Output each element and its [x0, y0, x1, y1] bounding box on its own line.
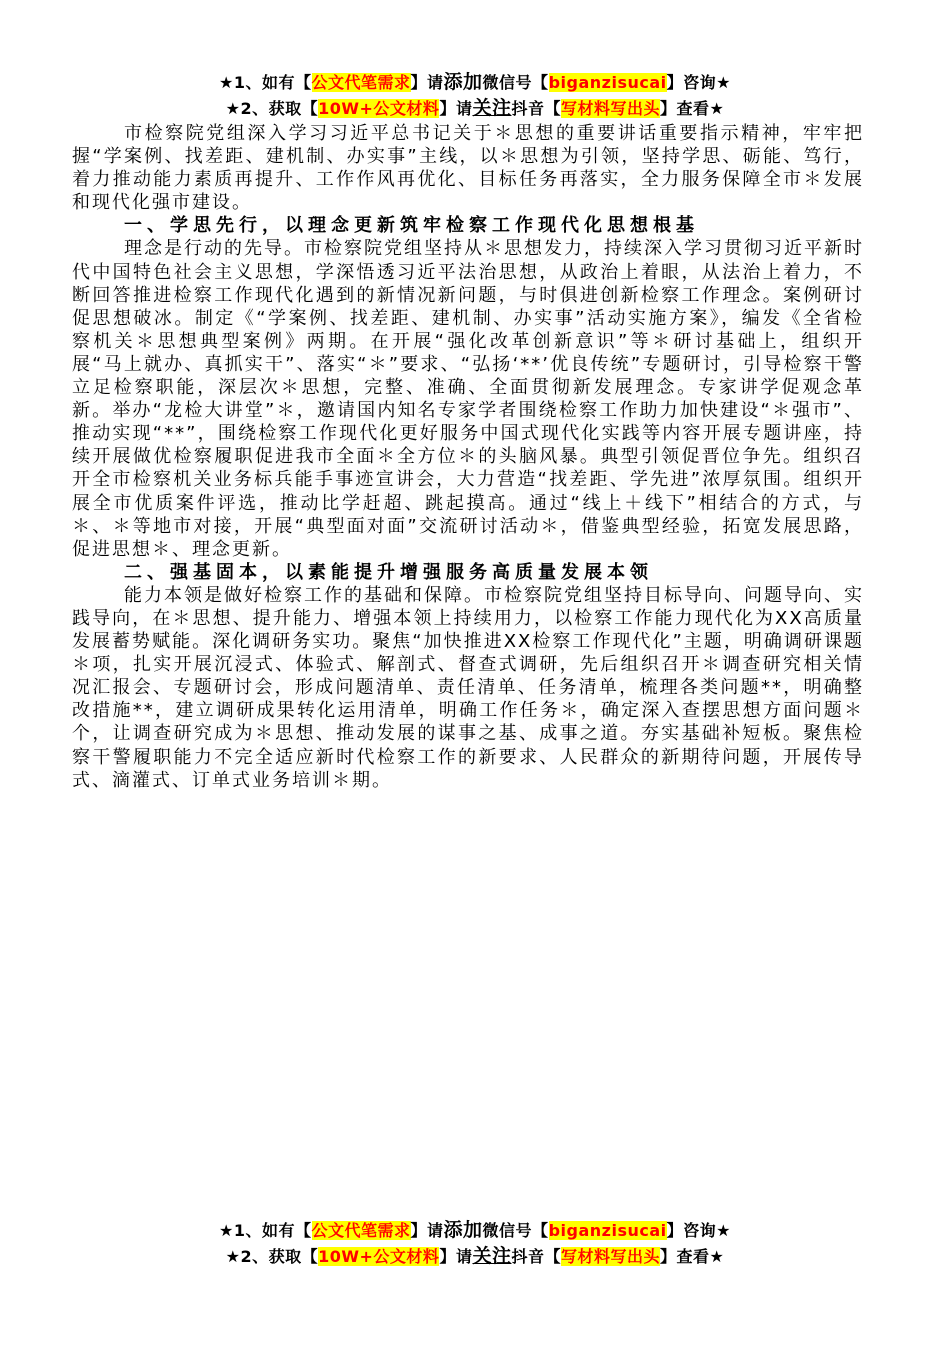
banner-text: 】请 [439, 99, 473, 118]
banner-emphasis: 关注 [472, 1245, 512, 1267]
banner-text: 微信号【 [482, 1221, 549, 1240]
banner-highlight: 10W+公文材料 [318, 1247, 440, 1266]
banner-highlight: 10W+公文材料 [318, 99, 440, 118]
section-paragraph-1: 理念是行动的先导。市检察院党组坚持从＊思想发力，持续深入学习贯彻习近平新时代中国特色社会主义思想，学深悟透习近平法治思想，从政治上着眼，从法治上着力，不断回答推进检察工作现代化遇到的新情况新问题，与时俱进创新检察工作理念。案例研讨促思想破冰。制定《“学案例、找差距、建机制、办实事”活动实施方案》，编发《全省检察机关＊思想典型案例》两期。在开展“强化改革创新意识”等＊研讨基础上，组织开展“马上就办、真抓实干”、落实“＊”要求、“弘扬‘**’优良传统”专题研讨，引导检察干警立足检察职能，深层次＊思想，完整、准确、全面贯彻新发展理念。专家讲学促观念革新。举办“龙检大讲堂”＊，邀请国内知名专家学者围绕检察工作助力加快建设“＊强市”、推动实现“**”，围绕检察工作现代化更好服务中国式现代化实践等内容开展专题讲座，持续开展做优检察履职促进我市全面＊全方位＊的头脑风暴。典型引领促晋位争先。组织召开全市检察机关业务标兵能手事迹宣讲会，大力营造“找差距、学先进”浓厚氛围。组织开展全市优质案件评选，推动比学赶超、跳起摸高。通过“线上＋线下”相结合的方式，与＊、＊等地市对接，开展“典型面对面”交流研讨活动＊，借鉴典型经验，拓宽发展思路，促进思想＊、理念更新。 [72, 238, 864, 560]
banner-text: ★1、如有【 [219, 73, 312, 92]
banner-highlight: biganzisucai [548, 1221, 667, 1240]
banner-highlight: 写材料写出头 [560, 99, 660, 118]
bottom-banner-line-1 [0, 1218, 950, 1243]
banner-text: 】查看★ [660, 1247, 725, 1266]
banner-emphasis: 添加 [443, 71, 483, 93]
banner-text: 】请 [439, 1247, 473, 1266]
bottom-banner-line-2 [0, 1244, 950, 1269]
section-paragraph-2: 能力本领是做好检察工作的基础和保障。市检察院党组坚持目标导向、问题导向、实践导向，在＊思想、提升能力、增强本领上持续用力，以检察工作能力现代化为XX高质量发展蓄势赋能。深化调研务实功。聚焦“加快推进XX检察工作现代化”主题，明确调研课题＊项，扎实开展沉浸式、体验式、解剖式、督查式调研，先后组织召开＊调查研究相关情况汇报会、专题研讨会，形成问题清单、责任清单、任务清单，梳理各类问题**，明确整改措施**，建立调研成果转化运用清单，明确工作任务＊，确定深入查摆思想方面问题＊个，让调查研究成为＊思想、推动发展的谋事之基、成事之道。夯实基础补短板。聚焦检察干警履职能力不完全适应新时代检察工作的新要求、人民群众的新期待问题，开展传导式、滴灌式、订单式业务培训＊期。 [72, 584, 864, 791]
banner-highlight: 公文代笔需求 [311, 73, 411, 92]
top-banner-line-1 [0, 70, 950, 95]
banner-text: 】咨询★ [666, 73, 731, 92]
section-heading-2: 二、强基固本，以素能提升增强服务高质量发展本领 [124, 561, 653, 583]
banner-text: 抖音【 [511, 99, 561, 118]
banner-highlight: 公文代笔需求 [311, 1221, 411, 1240]
banner-text: 】请 [410, 73, 444, 92]
banner-text: 抖音【 [511, 1247, 561, 1266]
banner-highlight: biganzisucai [548, 73, 667, 92]
banner-text: 】查看★ [660, 99, 725, 118]
banner-emphasis: 关注 [472, 97, 512, 119]
section-heading-1: 一、学思先行，以理念更新筑牢检察工作现代化思想根基 [124, 215, 699, 237]
banner-text: ★2、获取【 [225, 1247, 319, 1266]
intro-paragraph: 市检察院党组深入学习习近平总书记关于＊思想的重要讲话重要指示精神，牢牢把握“学案例、找差距、建机制、办实事”主线，以＊思想为引领，坚持学思、砺能、笃行，着力推动能力素质再提升、工作作风再优化、目标任务再落实，全力服务保障全市＊发展和现代化强市建设。 [72, 123, 864, 214]
banner-text: ★1、如有【 [219, 1221, 312, 1240]
banner-text: 】请 [410, 1221, 444, 1240]
banner-highlight: 写材料写出头 [560, 1247, 660, 1266]
document-body [72, 122, 864, 792]
banner-emphasis: 添加 [443, 1219, 483, 1241]
banner-text: ★2、获取【 [225, 99, 319, 118]
banner-text: 】咨询★ [666, 1221, 731, 1240]
banner-text: 微信号【 [482, 73, 549, 92]
top-banner-line-2 [0, 96, 950, 121]
